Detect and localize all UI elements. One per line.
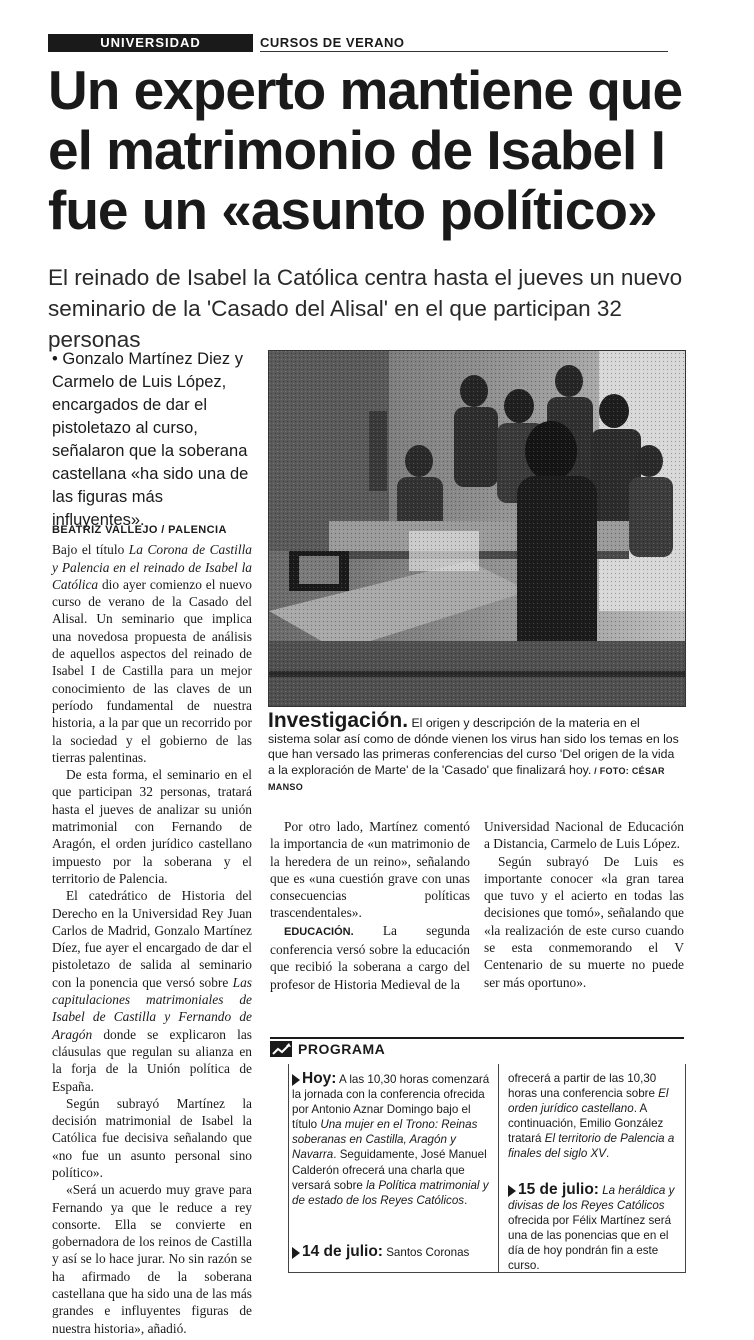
section-header [48,34,668,52]
body-paragraph-7-cont: Universidad Nacional de Educación a Distancia, Carmelo de Luis López. [484,819,684,852]
photo-caption [268,709,684,796]
body-paragraph-2: De esta forma, el seminario en el que participan 32 personas, tratará hasta el jueves de analizar su unión matrimonial con Fernando de Aragón, el orden jurídico castellano impuesto por la soberana y el territorio de Palencia. [52,767,252,886]
section-label: UNIVERSIDAD [48,34,253,52]
body-paragraph-4: Según subrayó Martínez la decisión matrimonial de Isabel la Católica fue decisiva señalando que «no fue un asunto personal sino político». [52,1095,252,1180]
programa-15-julio: 15 de julio: La heráldica y divisas de los Reyes Católicos ofrecida por Félix Martínez será una de las ponencias que en el día de hoy pondrán fin a este curso. [508,1181,675,1273]
body-paragraph-7: EDUCACIÓN. La segunda conferencia versó sobre la educación que recibió la soberana a cargo del profesor de Historia Medieval de la [270,922,470,992]
arrow-icon [292,1247,300,1259]
section-rule [260,51,668,52]
body-paragraph-1: Bajo el título La Corona de Castilla y Palencia en el reinado de Isabel la Católica dio ayer comienzo el nuevo curso de verano de la Casado del Alisal. Un seminario que implica una novedosa propuesta de análisis de aquellos aspectos del reinado de Isabel I de Castilla para un mejor conocimiento de las claves de un período fundamental de nuestra historia, a la par que un recorrido por la sociedad y el gobierno de las tierras palentinas. [52,542,252,765]
body-paragraph-5: «Será un acuerdo muy grave para Fernando ya que le reduce a rey consorte. Ella se convierte en gobernadora de los reinos de Castilla y así se lo hace jurar. No sin razón se ha afirmado de la soberana castellana que ha sido una de las más grandes e influyentes figuras de nuestra historia», añadió. [52,1182,252,1336]
seminar-photo-image [269,351,685,706]
programa-header [270,1037,684,1059]
body-paragraph-6: Por otro lado, Martínez comentó la importancia de «un matrimonio de la heredera de un reino», señalando que es «una cuestión grave con unas consecuencias políticas trascendentales». [270,819,470,921]
arrow-icon [508,1185,516,1197]
article-column-2 [270,818,470,993]
body-paragraph-3: El catedrático de Historia del Derecho en la Universidad Rey Juan Carlos de Madrid, Gonzalo Martínez Díez, fue ayer el encargado de dar el pistoletazo de salida al seminario con la ponencia que versó sobre Las capitulaciones matrimoniales de Isabel de Castilla y Fernando de Aragón donde se explicaron las cláusulas que regulan su alianza en la forja de la Unión política de España. [52,888,252,1094]
body-paragraph-8: Según subrayó De Luis es importante conocer «la gran tarea que tuvo y el acierto en todas las decisiones que tomó», señalando que «la realización de este curso cuando se esta conmemorando el V Centenario de su muerte no puede ser más oportuno». [484,853,684,990]
subheadline: El reinado de Isabel la Católica centra hasta el jueves un nuevo seminario de la 'Casado del Alisal' en el que participan 32 personas [48,265,683,352]
programa-divider [498,1064,499,1272]
caption-title: Investigación. [268,709,409,732]
programa-hoy: Hoy: A las 10,30 horas comenzará la jornada con la conferencia ofrecida por Antonio Aznar Domingo bajo el título Una mujer en el Trono: Reinas soberanas en Castilla, Aragón y Navarra. Seguidamente, José Manuel Calderón ofrecerá una charla que versará sobre la Política matrimonial y de estado de los Reyes Católicos. [292,1070,490,1207]
caption-text: El origen y descripción de la materia en el sistema solar así como de dónde vienen los virus han sido los temas en los que han versado las primeras conferencias del curso 'Del origen de la vida a la exploración de Marte' de la 'Casado' que finalizará hoy. [268,716,679,777]
photo-credit: / FOTO: CÉSAR MANSO [268,765,665,793]
article-column-1 [52,522,252,1337]
section-sublabel: CURSOS DE VERANO [260,35,405,50]
programa-title: PROGRAMA [298,1041,386,1057]
news-photo [268,350,686,707]
arrow-icon [292,1074,300,1086]
programa-14-julio: 14 de julio: Santos Coronas [292,1244,490,1260]
programa-14-julio-cont: ofrecerá a partir de las 10,30 horas una conferencia sobre El orden jurídico castellano. A continuación, Emilio González tratará El territorio de Palencia a finales del siglo XV. [508,1072,675,1161]
byline: BEATRIZ VALLEJO / PALENCIA [52,524,227,536]
headline: Un experto mantiene que el matrimonio de Isabel I fue un «asunto político» [48,59,683,241]
article-column-3 [484,818,684,991]
summary-bullet: • Gonzalo Martínez Diez y Carmelo de Luis López, encargados de dar el pistoletazo al curso, señalaron que la soberana castellana «ha sido una de las figuras más influyentes». [52,350,249,529]
trend-chart-icon [270,1041,292,1057]
subhead-educacion: EDUCACIÓN. [284,925,354,938]
